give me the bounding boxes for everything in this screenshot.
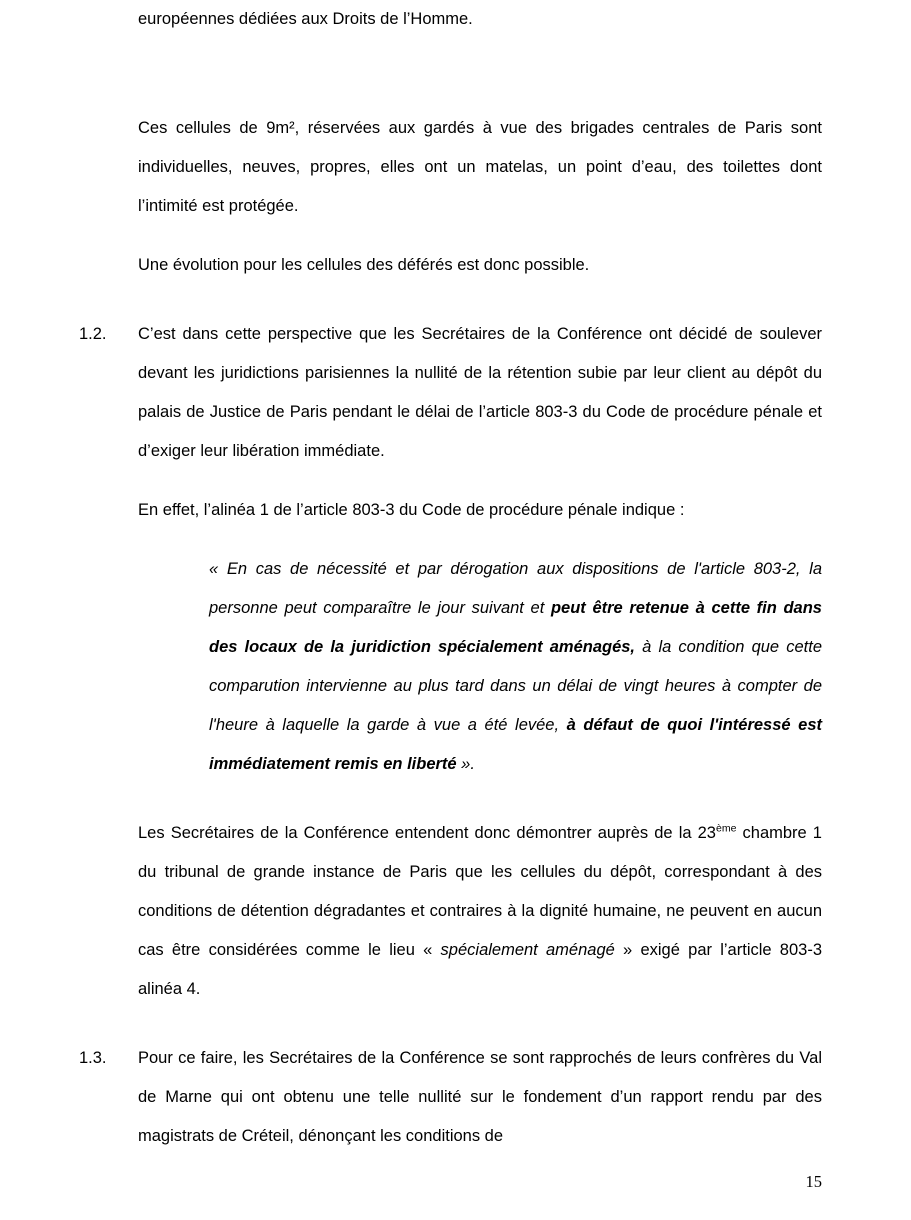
list-item-1-2-text: C’est dans cette perspective que les Secrétaires de la Conférence ont décidé de soulever devant les juridictions parisiennes la nullité de la rétention subie par leur client au dépôt du palais de Justice de Paris pendant le délai de l’article 803-3 du Code de procédure pénale et d’exiger leur libération immédiate. bbox=[138, 325, 822, 460]
page-number: 15 bbox=[805, 1172, 822, 1191]
list-item-1-3 bbox=[79, 1039, 822, 1156]
spacer bbox=[79, 471, 822, 491]
paragraph-text-part-3: » exigé par l’article 803-3 alinéa 4. bbox=[138, 941, 823, 998]
spacer bbox=[79, 784, 822, 814]
paragraph-italic-term: spécialement aménagé bbox=[440, 941, 615, 959]
paragraph-cells-description: Ces cellules de 9m², réservées aux gardés à vue des brigades centrales de Paris sont individuelles, neuves, propres, elles ont un matelas, un point d’eau, des toilettes dont l’intimité est protégée. bbox=[138, 119, 822, 215]
list-item-1-3-number: 1.3. bbox=[79, 1049, 107, 1067]
paragraph-secretaires-demonstration bbox=[138, 814, 822, 1009]
spacer bbox=[79, 226, 822, 246]
list-item-1-2 bbox=[79, 315, 822, 471]
quote-text-part-1: « En cas de nécessité et par dérogation aux dispositions de l'article 803-2, la personne peut comparaître le jour suivant et bbox=[209, 560, 822, 617]
paragraph-evolution: Une évolution pour les cellules des déférés est donc possible. bbox=[138, 256, 590, 274]
spacer bbox=[79, 39, 822, 74]
list-item-1-2-number: 1.2. bbox=[79, 325, 107, 343]
paragraph-text-part-1: Les Secrétaires de la Conférence entendent donc démontrer auprès de la 23 bbox=[138, 824, 716, 842]
blockquote-article-803-3 bbox=[209, 550, 822, 784]
spacer bbox=[79, 530, 822, 550]
page-content bbox=[79, 0, 822, 1156]
list-item-1-3-text: Pour ce faire, les Secrétaires de la Conférence se sont rapprochés de leurs confrères du Val de Marne qui ont obtenu une telle nullité sur le fondement d’un rapport rendu par des magistrats de Créteil, dénonçant les conditions de bbox=[138, 1049, 822, 1145]
paragraph-continuation: européennes dédiées aux Droits de l’Homme. bbox=[138, 10, 473, 28]
quote-emphasis-2: à défaut de quoi l'intéressé est immédiatement remis en liberté bbox=[209, 716, 822, 773]
ordinal-suffix: ème bbox=[715, 822, 737, 835]
spacer bbox=[79, 74, 822, 109]
spacer bbox=[79, 285, 822, 315]
paragraph-text-part-2: chambre 1 du tribunal de grande instance de Paris que les cellules du dépôt, correspondant à des conditions de détention dégradantes et contraires à la dignité humaine, ne peuvent en aucun cas être considérées comme le lieu « bbox=[138, 824, 822, 959]
paragraph-article-intro: En effet, l’alinéa 1 de l’article 803-3 du Code de procédure pénale indique : bbox=[138, 501, 685, 519]
quote-text-part-3: ». bbox=[456, 755, 475, 773]
quote-text-part-2: à la condition que cette comparution intervienne au plus tard dans un délai de vingt heures à compter de l'heure à laquelle la garde à vue a été levée, bbox=[209, 638, 822, 734]
quote-emphasis-1: peut être retenue à cette fin dans des locaux de la juridiction spécialement aménagés, bbox=[209, 599, 822, 656]
spacer bbox=[79, 1009, 822, 1039]
